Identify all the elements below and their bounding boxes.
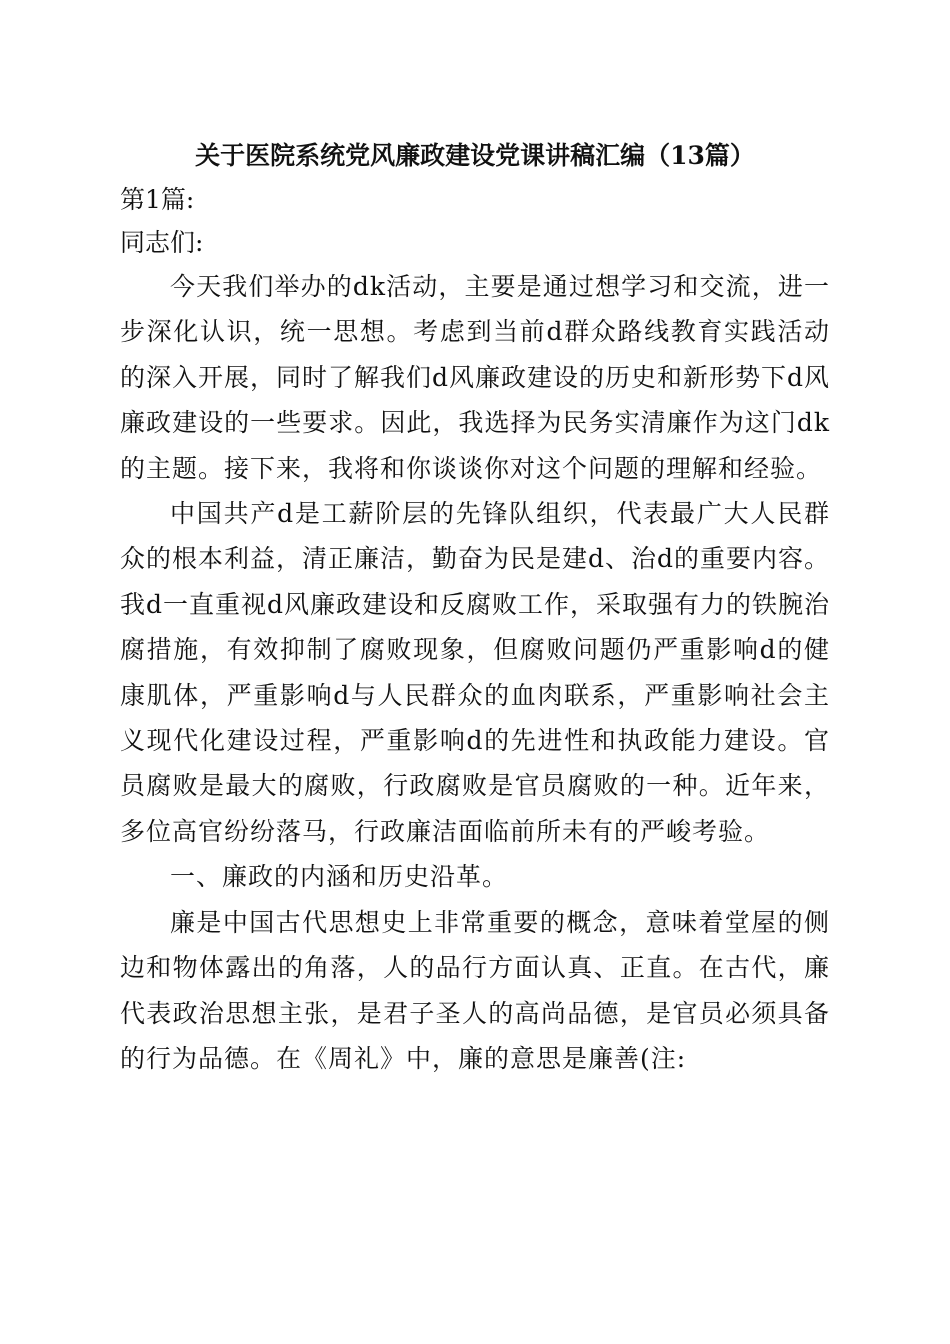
- body-text: [120, 264, 830, 1081]
- paragraph-party: 中国共产d是工薪阶层的先锋队组织，代表最广大人民群众的根本利益，清正廉洁，勤奋为民是建d、治d的重要内容。我d一直重视d风廉政建设和反腐败工作，采取强有力的铁腕治腐措施，有效抑制了腐败现象，但腐败问题仍严重影响d的健康肌体，严重影响d与人民群众的血肉联系，严重影响社会主义现代化建设过程，严重影响d的先进性和执政能力建设。官员腐败是最大的腐败，行政腐败是官员腐败的一种。近年来，多位高官纷纷落马，行政廉洁面临前所未有的严峻考验。: [120, 499, 831, 846]
- paragraph-lian: 廉是中国古代思想史上非常重要的概念，意味着堂屋的侧边和物体露出的角落，人的品行方面认真、正直。在古代，廉代表政治思想主张，是君子圣人的高尚品德，是官员必须具备的行为品德。在《周礼》中，廉的意思是廉善(注:: [120, 907, 830, 1073]
- paragraph-intro: 今天我们举办的dk活动，主要是通过想学习和交流，进一步深化认识，统一思想。考虑到当前d群众路线教育实践活动的深入开展，同时了解我们d风廉政建设的历史和新形势下d风廉政建设的一些要求。因此，我选择为民务实清廉作为这门dk的主题。接下来，我将和你谈谈你对这个问题的理解和经验。: [120, 272, 831, 483]
- section-heading: 一、廉政的内涵和历史沿革。: [170, 862, 509, 892]
- salutation: 同志们:: [120, 228, 204, 257]
- document-title: 关于医院系统党风廉政建设党课讲稿汇编（13篇）: [195, 141, 755, 170]
- section-label: 第1篇:: [120, 185, 195, 214]
